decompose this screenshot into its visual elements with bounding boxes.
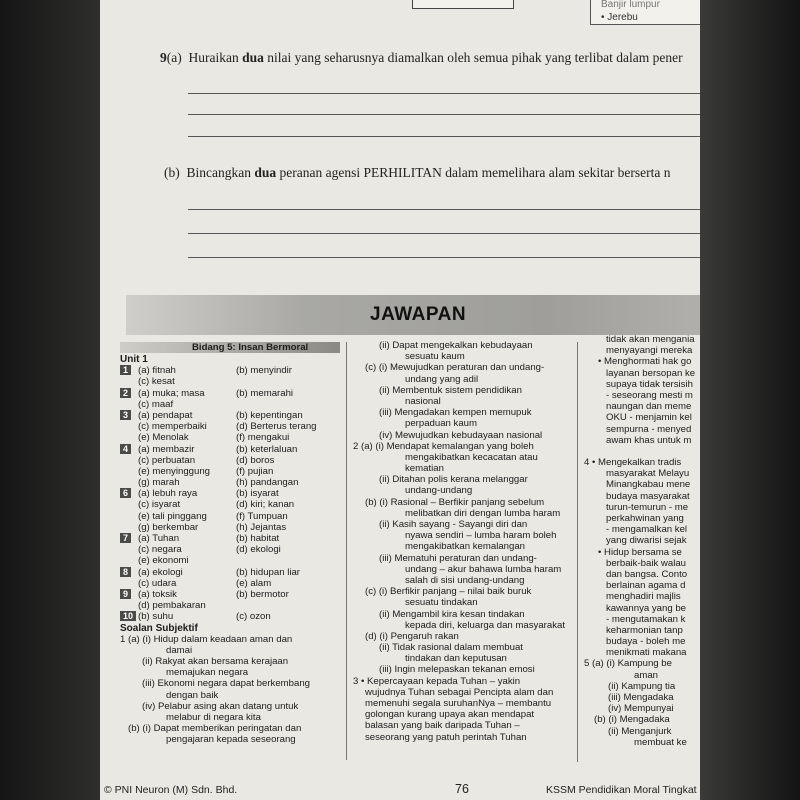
answer-row xyxy=(120,578,350,589)
answer-text: (h) Jejantas xyxy=(236,521,287,533)
answer-text: (c) negara xyxy=(138,544,182,556)
answer-row xyxy=(584,580,700,591)
answer-row xyxy=(353,676,583,687)
answer-row xyxy=(120,354,350,365)
answer-row xyxy=(353,385,583,396)
question-9a: 9(a) Huraikan dua nilai yang seharusnya diamalkan oleh semua pihak yang terlibat dalam pener xyxy=(160,50,683,65)
book-page xyxy=(100,0,700,800)
answer-row xyxy=(120,723,350,734)
answer-row xyxy=(353,664,583,675)
answer-row xyxy=(353,396,583,407)
answer-text: (c) perbuatan xyxy=(138,454,196,466)
answer-line[interactable] xyxy=(188,114,700,115)
answer-text: (ii) Dapat mengekalkan kebudayaan xyxy=(379,340,533,351)
answer-row xyxy=(120,432,350,443)
answer-row xyxy=(353,631,583,642)
answer-text: damai xyxy=(166,644,193,656)
answer-row xyxy=(353,407,583,418)
answer-row xyxy=(584,446,700,457)
answer-text: (b) isyarat xyxy=(236,488,279,500)
answer-row xyxy=(120,455,350,466)
answer-row xyxy=(120,734,350,745)
answer-text: memajukan negara xyxy=(166,667,249,679)
answer-row xyxy=(353,418,583,429)
answer-row xyxy=(120,376,350,387)
answer-row xyxy=(353,530,583,541)
answer-text: kematian xyxy=(405,463,444,475)
answer-row xyxy=(584,726,700,737)
answer-text: (a) ekologi xyxy=(138,566,183,578)
answer-row xyxy=(353,508,583,519)
answer-row xyxy=(353,609,583,620)
answer-text: seseorang yang patuh perintah Tuhan xyxy=(365,731,527,743)
left-background xyxy=(0,0,100,800)
section-header: Bidang 5: Insan Bermoral xyxy=(120,342,340,353)
answer-text: (ii) Membentuk sistem pendidikan xyxy=(379,384,522,396)
answer-text: 4 • Mengekalkan tradis xyxy=(584,457,682,469)
answer-row xyxy=(584,737,700,748)
answer-row xyxy=(584,502,700,513)
answer-text: tidak akan mengania xyxy=(606,334,695,345)
answer-text: kepada diri, keluarga dan masyarakat xyxy=(405,619,565,631)
answer-text: Minangkabau mene xyxy=(606,479,691,491)
answer-row xyxy=(120,555,350,566)
answer-row xyxy=(584,614,700,625)
question-number-box: 3 xyxy=(120,410,131,420)
answer-row xyxy=(120,600,350,611)
answer-text: (iii) Mematuhi peraturan dan undang- xyxy=(379,552,537,564)
answer-text: budaya - boleh me xyxy=(606,636,686,648)
answer-row xyxy=(353,720,583,731)
answer-row xyxy=(353,474,583,485)
answer-text: (c) udara xyxy=(138,577,177,589)
book-title-footer: KSSM Pendidikan Moral Tingkat xyxy=(546,784,697,796)
answer-row xyxy=(353,597,583,608)
answer-row xyxy=(120,488,350,499)
answer-text: menghadiri majlis xyxy=(606,591,681,603)
answer-row xyxy=(120,533,350,544)
answer-text: yang diwarisi sejak xyxy=(606,535,687,547)
answer-row xyxy=(584,591,700,602)
answer-column-3 xyxy=(584,334,700,748)
answer-column-2 xyxy=(353,340,583,743)
answer-text: (d) (i) Pengaruh rakan xyxy=(365,630,459,642)
answer-text: • Menghormati hak go xyxy=(598,356,692,368)
question-number-box: 10 xyxy=(120,611,136,621)
answer-text: (ii) Kasih sayang - Sayangi diri dan xyxy=(379,519,528,530)
answer-text: tindakan dan keputusan xyxy=(405,653,507,665)
answer-text: (iii) Mengadaka xyxy=(608,692,674,703)
column-divider xyxy=(346,342,347,760)
answer-text: aman xyxy=(634,669,658,681)
answer-text: golongan kurang upaya akan mendapat xyxy=(365,709,535,721)
answer-row xyxy=(584,535,700,546)
answer-row xyxy=(584,401,700,412)
answer-text: (iii) Ekonomi negara dapat berkembang xyxy=(142,678,310,690)
answer-row xyxy=(584,513,700,524)
answer-text: (ii) Rakyat akan bersama kerajaan xyxy=(142,656,289,668)
question-number-box: 2 xyxy=(120,388,131,398)
answer-row xyxy=(120,645,350,656)
answer-text: undang – akur bahawa lumba haram xyxy=(405,563,562,575)
answer-row xyxy=(120,399,350,410)
answer-text: wujudnya Tuhan sebagai Pencipta alam dan xyxy=(365,686,554,698)
answer-text: masyarakat Melayu xyxy=(606,468,690,480)
answer-line[interactable] xyxy=(188,233,700,234)
answer-text: (d) kiri; kanan xyxy=(236,499,295,511)
answer-row xyxy=(584,356,700,367)
answer-text: (d) boros xyxy=(236,454,275,466)
answer-text: turun-temurun - me xyxy=(606,501,689,513)
answer-row xyxy=(353,485,583,496)
answer-text: (a) membazir xyxy=(138,443,195,455)
answer-row xyxy=(120,611,350,622)
answer-row xyxy=(584,412,700,423)
answer-text: naungan dan meme xyxy=(606,401,692,413)
answer-line[interactable] xyxy=(188,93,700,94)
answer-text: (h) pandangan xyxy=(236,477,299,489)
answer-row xyxy=(584,603,700,614)
answer-text: nyawa sendiri – lumba haram boleh xyxy=(405,530,557,542)
answer-text: menikmati makana xyxy=(606,647,687,659)
answer-text: - seseorang mesti m xyxy=(606,389,693,401)
answer-row xyxy=(120,499,350,510)
answer-text: (iii) Ingin melepaskan tekanan emosi xyxy=(379,664,535,676)
answer-row xyxy=(120,421,350,432)
answer-text: balasan yang baik daripada Tuhan – xyxy=(365,720,520,732)
answer-row xyxy=(120,388,350,399)
answer-row xyxy=(120,522,350,533)
answer-text: dengan baik xyxy=(166,689,219,701)
answer-text: (a) muka; masa xyxy=(138,387,205,399)
question-number-box: 4 xyxy=(120,444,131,454)
answer-row xyxy=(584,524,700,535)
answer-text: berbaik-baik walau xyxy=(606,557,686,569)
answer-row xyxy=(584,703,700,714)
answer-row xyxy=(120,701,350,712)
answer-row xyxy=(584,692,700,703)
answer-row xyxy=(584,647,700,658)
answer-row xyxy=(120,444,350,455)
answer-text: (ii) Mengambil kira kesan tindakan xyxy=(379,608,525,620)
column-divider xyxy=(577,342,578,762)
answer-text: (e) ekonomi xyxy=(138,555,189,567)
answer-row xyxy=(120,466,350,477)
top-box-left xyxy=(412,0,514,9)
answer-text: • Hidup bersama se xyxy=(598,546,682,558)
answer-row xyxy=(120,678,350,689)
answer-row xyxy=(353,362,583,373)
answer-text: (iv) Pelabur asing akan datang untuk xyxy=(142,700,299,712)
answer-text: (c) memperbaiki xyxy=(138,421,207,433)
answer-row xyxy=(353,575,583,586)
answer-text: 1 (a) (i) Hidup dalam keadaan aman dan xyxy=(120,633,293,645)
answer-row xyxy=(120,477,350,488)
answer-row xyxy=(584,569,700,580)
answer-text: (ii) Ditahan polis kerana melanggar xyxy=(379,474,528,486)
answer-row xyxy=(120,656,350,667)
answer-text: (ii) Menganjurk xyxy=(608,725,672,737)
answer-row xyxy=(120,667,350,678)
answer-row xyxy=(353,541,583,552)
answer-text: Soalan Subjektif xyxy=(120,622,198,634)
answer-text: nasional xyxy=(405,395,441,407)
answer-row xyxy=(584,479,700,490)
answer-text: (b) kepentingan xyxy=(236,409,303,421)
answer-row xyxy=(584,625,700,636)
answer-row xyxy=(353,351,583,362)
answer-text: - mengamalkan kel xyxy=(606,524,688,536)
page-number: 76 xyxy=(455,782,469,796)
section-title: JAWAPAN xyxy=(370,304,467,325)
answer-row xyxy=(120,690,350,701)
answer-text: (a) Tuhan xyxy=(138,533,180,544)
answer-text: salah di sisi undang-undang xyxy=(405,574,525,586)
answer-row xyxy=(584,334,700,345)
answer-row xyxy=(353,463,583,474)
answer-text: (g) berkembar xyxy=(138,521,199,533)
answer-row xyxy=(353,553,583,564)
answer-text: perkahwinan yang xyxy=(606,513,684,524)
answer-row xyxy=(584,658,700,669)
answer-text: (b) suhu xyxy=(138,611,174,623)
answer-row xyxy=(584,457,700,468)
answer-row xyxy=(584,435,700,446)
top-box-right xyxy=(590,0,700,25)
answer-text: (c) isyarat xyxy=(138,499,181,511)
answer-text: - mengutamakan k xyxy=(606,613,686,625)
answer-text: menyayangi mereka xyxy=(606,345,693,357)
answer-row xyxy=(120,589,350,600)
answer-row xyxy=(120,712,350,723)
answer-row xyxy=(120,544,350,555)
top-box-item: • Jerebu xyxy=(601,12,638,23)
answer-row xyxy=(353,430,583,441)
answer-text: (c) (i) Berfikir panjang – nilai baik buruk xyxy=(365,586,532,598)
answer-row xyxy=(353,519,583,530)
answer-text: (iv) Mempunyai xyxy=(608,703,674,715)
answer-line[interactable] xyxy=(188,209,700,210)
answer-text: (e) Menolak xyxy=(138,432,189,444)
answer-row xyxy=(120,365,350,376)
answer-text: (b) habitat xyxy=(236,533,280,544)
answer-text: mengakibatkan kemalangan xyxy=(405,541,526,553)
answer-text: (d) Berterus terang xyxy=(236,421,317,433)
answer-row xyxy=(584,345,700,356)
answer-text: (b) (i) Rasional – Berfikir panjang sebelum xyxy=(365,496,545,508)
answer-row xyxy=(120,634,350,645)
answer-row xyxy=(584,636,700,647)
answer-row xyxy=(353,340,583,351)
answer-text: (b) memarahi xyxy=(236,387,294,399)
answer-text: (f) Tumpuan xyxy=(236,510,288,522)
answer-row xyxy=(584,547,700,558)
answer-row xyxy=(120,410,350,421)
answer-row xyxy=(353,374,583,385)
answer-text: OKU - menjamin kel xyxy=(606,412,692,424)
answer-text: sesuatu kaum xyxy=(405,351,465,363)
answer-row xyxy=(353,497,583,508)
answer-text: (e) menyinggung xyxy=(138,465,210,477)
answer-text: undang yang adil xyxy=(405,373,479,385)
answer-text: 5 (a) (i) Kampung be xyxy=(584,658,672,670)
answer-text: melibatkan diri dengan lumba haram xyxy=(405,507,561,519)
answer-text: (e) alam xyxy=(236,577,272,589)
question-number-box: 1 xyxy=(120,365,131,375)
answer-text: (a) pendapat xyxy=(138,409,193,421)
answer-text: sempurna - menyed xyxy=(606,423,692,435)
answer-text: (b) hidupan liar xyxy=(236,566,300,578)
answer-text: perpaduan kaum xyxy=(405,418,478,430)
question-9b: (b) Bincangkan dua peranan agensi PERHILITAN dalam memelihara alam sekitar berserta n xyxy=(164,165,671,180)
answer-text: dan bangsa. Conto xyxy=(606,568,688,580)
answer-text: layanan bersopan ke xyxy=(606,367,696,379)
answer-text: pengajaran kepada seseorang xyxy=(166,734,296,746)
answer-text: supaya tidak tersisih xyxy=(606,378,693,390)
answer-text: (c) (i) Mewujudkan peraturan dan undang- xyxy=(365,362,545,374)
answer-row xyxy=(120,567,350,578)
answer-text: (b) menyindir xyxy=(236,365,292,377)
answer-text: (e) tali pinggang xyxy=(138,510,207,522)
answer-row xyxy=(584,681,700,692)
answer-text: keharmonian tanp xyxy=(606,624,683,636)
answer-text: undang-undang xyxy=(405,485,473,497)
answer-text: budaya masyarakat xyxy=(606,490,690,502)
answer-text: (b) (i) Dapat memberikan peringatan dan xyxy=(128,723,302,735)
answer-row xyxy=(584,714,700,725)
answer-text: (b) bermotor xyxy=(236,588,289,600)
answer-row xyxy=(120,623,350,634)
answer-row xyxy=(584,468,700,479)
answer-text: (a) lebuh raya xyxy=(138,488,198,500)
answer-text: (c) ozon xyxy=(236,611,271,623)
answer-row xyxy=(353,441,583,452)
answer-text: (iv) Mewujudkan kebudayaan nasional xyxy=(379,429,543,441)
answer-row xyxy=(353,452,583,463)
answer-text: (a) toksik xyxy=(138,588,177,600)
answer-row xyxy=(584,379,700,390)
answer-text: (b) (i) Mengadaka xyxy=(594,714,670,726)
answer-text: (c) kesat xyxy=(138,376,175,388)
answer-row xyxy=(353,709,583,720)
question-number-box: 8 xyxy=(120,567,131,577)
answer-text: membuat ke xyxy=(634,736,687,748)
answer-text: 3 • Kepercayaan kepada Tuhan – yakin xyxy=(353,675,521,687)
answer-text: (c) maaf xyxy=(138,398,174,410)
answer-text: kawannya yang be xyxy=(606,602,687,614)
question-number-box: 7 xyxy=(120,533,131,543)
top-box-item: Banjir lumpur xyxy=(601,0,660,10)
answer-line[interactable] xyxy=(188,136,700,137)
answer-row xyxy=(353,620,583,631)
answer-text: awam khas untuk m xyxy=(606,434,692,446)
answer-text: (iii) Mengadakan kempen memupuk xyxy=(379,407,532,419)
answer-text: (d) ekologi xyxy=(236,544,281,556)
answer-text: 2 (a) (i) Mendapat kemalangan yang boleh xyxy=(353,440,534,452)
answer-text: (ii) Tidak rasional dalam membuat xyxy=(379,642,523,654)
answer-text: (f) pujian xyxy=(236,465,274,477)
right-background xyxy=(700,0,800,800)
answer-row xyxy=(584,558,700,569)
question-number-box: 9 xyxy=(120,589,131,599)
answer-row xyxy=(353,564,583,575)
answer-row xyxy=(120,511,350,522)
answer-row xyxy=(353,586,583,597)
answer-text: Unit 1 xyxy=(120,354,148,365)
answer-text: mengakibatkan kecacatan atau xyxy=(405,451,538,463)
answer-text: sesuatu tindakan xyxy=(405,597,478,609)
answer-line[interactable] xyxy=(188,257,700,258)
answer-row xyxy=(353,687,583,698)
answer-text: berlainan agama d xyxy=(606,580,686,592)
publisher-footer: © PNI Neuron (M) Sdn. Bhd. xyxy=(104,784,238,796)
answer-text: melabur di negara kita xyxy=(166,712,261,723)
answer-text: (a) fitnah xyxy=(138,365,176,377)
answer-text: (d) pembakaran xyxy=(138,600,206,612)
answer-row xyxy=(353,642,583,653)
answer-row xyxy=(584,424,700,435)
answer-text: (ii) Kampung tia xyxy=(608,680,676,692)
answer-text: (f) mengakui xyxy=(236,432,290,444)
answer-row xyxy=(353,653,583,664)
answer-text: memenuhi segala suruhanNya – membantu xyxy=(365,698,552,709)
answer-text: (g) marah xyxy=(138,477,180,489)
answer-row xyxy=(353,732,583,743)
answer-row xyxy=(584,491,700,502)
answer-row xyxy=(584,390,700,401)
answer-text: (b) keterlaluan xyxy=(236,443,298,455)
answer-row xyxy=(584,368,700,379)
answer-row xyxy=(584,670,700,681)
answer-row xyxy=(353,698,583,709)
question-number-box: 6 xyxy=(120,488,131,498)
